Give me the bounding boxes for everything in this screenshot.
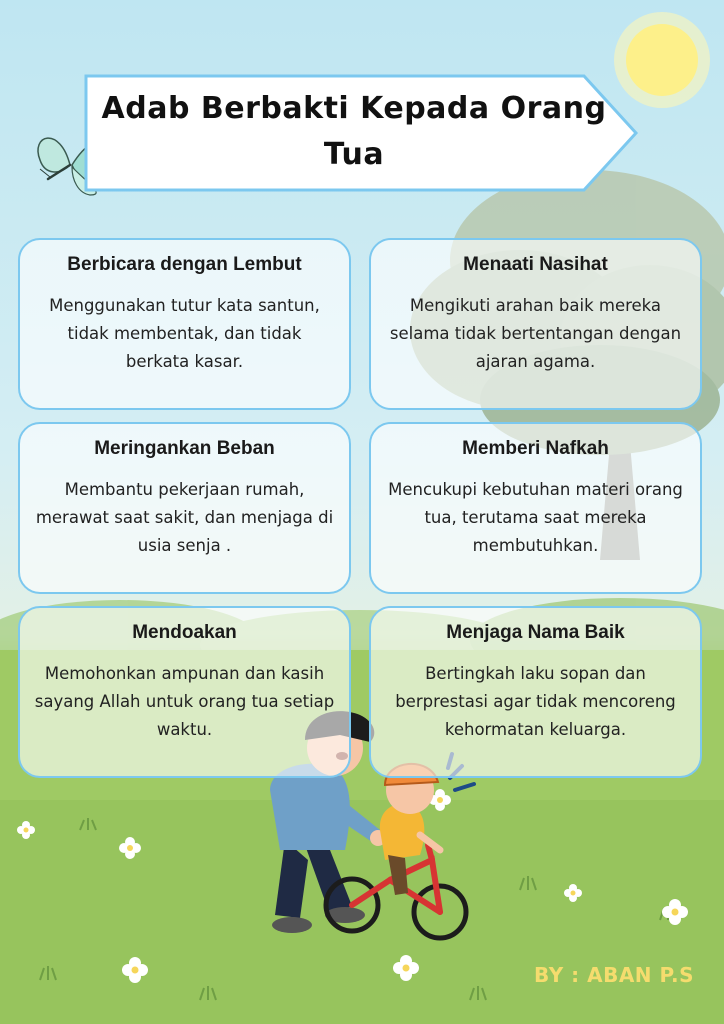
card-menaati-nasihat — [369, 238, 702, 410]
card-title: Menaati Nasihat — [463, 254, 608, 275]
card-berbicara-lembut — [18, 238, 351, 410]
card-title: Meringankan Beban — [94, 438, 275, 459]
card-body: Menggunakan tutur kata santun, tidak membentak, dan tidak berkata kasar. — [49, 296, 320, 371]
card-title: Mendoakan — [132, 622, 237, 643]
card-mendoakan — [18, 606, 351, 778]
card-body: Mengikuti arahan baik mereka selama tidak bertentangan dengan ajaran agama. — [389, 296, 682, 371]
card-meringankan-beban — [18, 422, 351, 594]
card-title: Berbicara dengan Lembut — [67, 254, 302, 275]
author-credit: BY : ABAN P.S — [534, 963, 694, 987]
card-menjaga-nama-baik — [369, 606, 702, 778]
poster-title: Adab Berbakti Kepada Orang Tua — [101, 91, 607, 172]
title-banner — [84, 74, 639, 192]
card-title: Menjaga Nama Baik — [446, 622, 625, 643]
card-body: Membantu pekerjaan rumah, merawat saat sakit, dan menjaga di usia senja . — [35, 480, 334, 555]
card-body: Mencukupi kebutuhan materi orang tua, terutama saat mereka membutuhkan. — [388, 480, 683, 555]
card-body: Bertingkah laku sopan dan berprestasi agar tidak mencoreng kehormatan keluarga. — [395, 664, 676, 739]
card-title: Memberi Nafkah — [462, 438, 609, 459]
card-body: Memohonkan ampunan dan kasih sayang Allah untuk orang tua setiap waktu. — [34, 664, 335, 739]
card-memberi-nafkah — [369, 422, 702, 594]
